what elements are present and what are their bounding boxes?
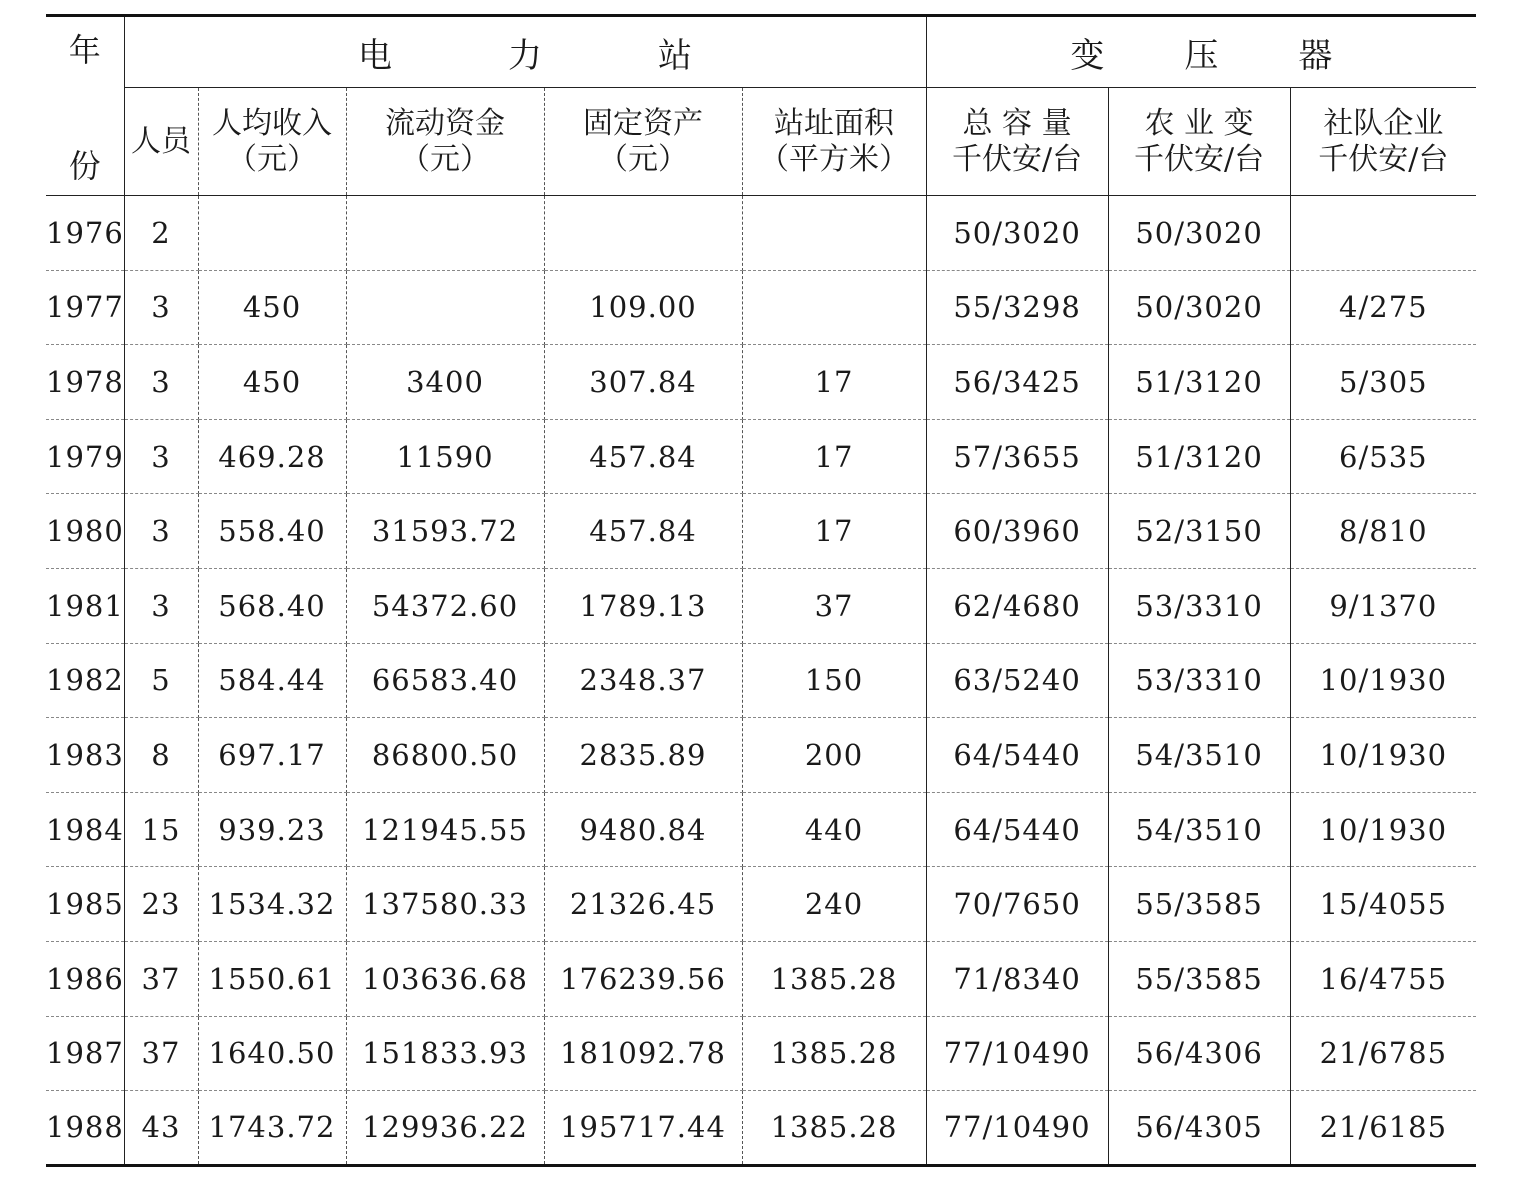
cell-enterprise: 10/1930 bbox=[1290, 718, 1476, 793]
cell-fund: 86800.50 bbox=[346, 718, 544, 793]
cell-income bbox=[198, 196, 346, 271]
cell-persons: 3 bbox=[124, 270, 198, 345]
cell-agri: 56/4306 bbox=[1108, 1016, 1290, 1091]
cell-year: 1985 bbox=[46, 867, 124, 942]
cell-year: 1986 bbox=[46, 941, 124, 1016]
cell-total: 50/3020 bbox=[926, 196, 1108, 271]
cell-enterprise: 4/275 bbox=[1290, 270, 1476, 345]
cell-persons: 8 bbox=[124, 718, 198, 793]
cell-income: 558.40 bbox=[198, 494, 346, 569]
cell-assets: 457.84 bbox=[544, 419, 742, 494]
cell-area bbox=[742, 270, 926, 345]
cell-income: 697.17 bbox=[198, 718, 346, 793]
cell-assets bbox=[544, 196, 742, 271]
cell-assets: 195717.44 bbox=[544, 1091, 742, 1166]
table-row bbox=[46, 941, 1476, 1016]
col-header-total-capacity: 总 容 量 千伏安/台 bbox=[926, 88, 1108, 196]
table-row bbox=[46, 568, 1476, 643]
cell-year: 1982 bbox=[46, 643, 124, 718]
cell-area: 17 bbox=[742, 419, 926, 494]
cell-persons: 5 bbox=[124, 643, 198, 718]
table-row bbox=[46, 196, 1476, 271]
cell-area: 37 bbox=[742, 568, 926, 643]
cell-total: 64/5440 bbox=[926, 792, 1108, 867]
cell-year: 1976 bbox=[46, 196, 124, 271]
col-header-agricultural: 农 业 变 千伏安/台 bbox=[1108, 88, 1290, 196]
cell-persons: 37 bbox=[124, 1016, 198, 1091]
cell-assets: 21326.45 bbox=[544, 867, 742, 942]
cell-fund: 11590 bbox=[346, 419, 544, 494]
cell-agri: 53/3310 bbox=[1108, 643, 1290, 718]
table-row bbox=[46, 1091, 1476, 1166]
cell-assets: 176239.56 bbox=[544, 941, 742, 1016]
cell-year: 1980 bbox=[46, 494, 124, 569]
table-row bbox=[46, 270, 1476, 345]
cell-assets: 181092.78 bbox=[544, 1016, 742, 1091]
cell-income: 1534.32 bbox=[198, 867, 346, 942]
col-header-persons: 人员 bbox=[124, 88, 198, 196]
cell-agri: 50/3020 bbox=[1108, 196, 1290, 271]
cell-year: 1978 bbox=[46, 345, 124, 420]
cell-assets: 1789.13 bbox=[544, 568, 742, 643]
power-station-group-header: 电 力 站 bbox=[124, 16, 926, 88]
cell-area bbox=[742, 196, 926, 271]
cell-agri: 55/3585 bbox=[1108, 867, 1290, 942]
cell-fund: 54372.60 bbox=[346, 568, 544, 643]
table-body bbox=[46, 196, 1476, 1166]
table-row bbox=[46, 345, 1476, 420]
cell-assets: 2835.89 bbox=[544, 718, 742, 793]
cell-area: 17 bbox=[742, 494, 926, 569]
cell-agri: 56/4305 bbox=[1108, 1091, 1290, 1166]
table-row bbox=[46, 494, 1476, 569]
cell-income: 450 bbox=[198, 345, 346, 420]
cell-income: 568.40 bbox=[198, 568, 346, 643]
cell-area: 150 bbox=[742, 643, 926, 718]
cell-total: 57/3655 bbox=[926, 419, 1108, 494]
cell-total: 56/3425 bbox=[926, 345, 1108, 420]
cell-enterprise: 21/6185 bbox=[1319, 1110, 1448, 1145]
cell-persons: 3 bbox=[124, 568, 198, 643]
table-row bbox=[46, 1016, 1476, 1091]
cell-total: 62/4680 bbox=[926, 568, 1108, 643]
table-row bbox=[46, 792, 1476, 867]
cell-year: 1987 bbox=[46, 1016, 124, 1091]
cell-enterprise: 15/4055 bbox=[1290, 867, 1476, 942]
table-row bbox=[46, 643, 1476, 718]
cell-agri: 50/3020 bbox=[1108, 270, 1290, 345]
cell-income: 1743.72 bbox=[198, 1091, 346, 1166]
cell-enterprise: 10/1930 bbox=[1290, 792, 1476, 867]
cell-persons: 37 bbox=[124, 941, 198, 1016]
cell-assets: 307.84 bbox=[544, 345, 742, 420]
col-header-fixed-assets: 固定资产 （元） bbox=[544, 88, 742, 196]
cell-fund: 3400 bbox=[346, 345, 544, 420]
cell-year: 1981 bbox=[46, 568, 124, 643]
cell-enterprise bbox=[1290, 196, 1476, 271]
cell-fund: 129936.22 bbox=[346, 1091, 544, 1166]
cell-agri: 52/3150 bbox=[1108, 494, 1290, 569]
cell-persons: 43 bbox=[124, 1091, 198, 1166]
col-header-site-area: 站址面积 （平方米） bbox=[742, 88, 926, 196]
cell-enterprise: 21/6785 bbox=[1290, 1016, 1476, 1091]
cell-total: 55/3298 bbox=[926, 270, 1108, 345]
cell-agri: 54/3510 bbox=[1108, 718, 1290, 793]
cell-enterprise: 10/1930 bbox=[1290, 643, 1476, 718]
cell-income: 469.28 bbox=[198, 419, 346, 494]
cell-total: 77/10490 bbox=[926, 1091, 1108, 1166]
cell-total: 77/10490 bbox=[926, 1016, 1108, 1091]
cell-fund: 151833.93 bbox=[346, 1016, 544, 1091]
col-header-working-capital: 流动资金 （元） bbox=[346, 88, 544, 196]
cell-enterprise: 6/535 bbox=[1290, 419, 1476, 494]
cell-year: 1983 bbox=[46, 718, 124, 793]
cell-assets: 9480.84 bbox=[544, 792, 742, 867]
cell-year: 1984 bbox=[46, 792, 124, 867]
cell-agri: 53/3310 bbox=[1108, 568, 1290, 643]
cell-area: 1385.28 bbox=[742, 941, 926, 1016]
cell-area: 17 bbox=[742, 345, 926, 420]
cell-fund: 121945.55 bbox=[346, 792, 544, 867]
cell-agri: 51/3120 bbox=[1108, 345, 1290, 420]
cell-persons: 15 bbox=[124, 792, 198, 867]
cell-assets: 109.00 bbox=[544, 270, 742, 345]
cell-income: 1640.50 bbox=[198, 1016, 346, 1091]
cell-agri: 54/3510 bbox=[1108, 792, 1290, 867]
cell-income: 939.23 bbox=[198, 792, 346, 867]
cell-fund: 66583.40 bbox=[346, 643, 544, 718]
cell-persons: 3 bbox=[124, 345, 198, 420]
table-row bbox=[46, 867, 1476, 942]
cell-area: 1385.28 bbox=[742, 1091, 926, 1166]
cell-agri: 51/3120 bbox=[1108, 419, 1290, 494]
cell-fund: 137580.33 bbox=[346, 867, 544, 942]
cell-fund bbox=[346, 270, 544, 345]
statistics-table bbox=[46, 14, 1476, 1167]
cell-area: 440 bbox=[742, 792, 926, 867]
cell-enterprise: 9/1370 bbox=[1290, 568, 1476, 643]
cell-total: 63/5240 bbox=[926, 643, 1108, 718]
cell-enterprise: 5/305 bbox=[1290, 345, 1476, 420]
col-header-income: 人均收入 （元） bbox=[198, 88, 346, 196]
cell-year: 1979 bbox=[46, 419, 124, 494]
cell-area: 200 bbox=[742, 718, 926, 793]
cell-assets: 2348.37 bbox=[544, 643, 742, 718]
cell-area: 1385.28 bbox=[742, 1016, 926, 1091]
cell-income: 584.44 bbox=[198, 643, 346, 718]
cell-year: 1977 bbox=[46, 270, 124, 345]
cell-total: 70/7650 bbox=[926, 867, 1108, 942]
transformer-group-header: 变 压 器 bbox=[1070, 35, 1333, 76]
table-row bbox=[46, 718, 1476, 793]
cell-year: 1988 bbox=[46, 1091, 124, 1166]
cell-persons: 23 bbox=[124, 867, 198, 942]
cell-persons: 3 bbox=[124, 419, 198, 494]
cell-assets: 457.84 bbox=[544, 494, 742, 569]
cell-total: 71/8340 bbox=[926, 941, 1108, 1016]
cell-total: 60/3960 bbox=[926, 494, 1108, 569]
cell-fund bbox=[346, 196, 544, 271]
cell-persons: 2 bbox=[124, 196, 198, 271]
cell-income: 1550.61 bbox=[198, 941, 346, 1016]
cell-persons: 3 bbox=[124, 494, 198, 569]
cell-area: 240 bbox=[742, 867, 926, 942]
cell-fund: 103636.68 bbox=[346, 941, 544, 1016]
col-header-enterprise: 社队企业 千伏安/台 bbox=[1318, 105, 1449, 177]
cell-fund: 31593.72 bbox=[346, 494, 544, 569]
header-column-row bbox=[46, 88, 1476, 196]
year-header: 年 份 bbox=[46, 16, 124, 196]
cell-income: 450 bbox=[198, 270, 346, 345]
header-group-row bbox=[46, 16, 1476, 88]
cell-total: 64/5440 bbox=[926, 718, 1108, 793]
cell-enterprise: 16/4755 bbox=[1290, 941, 1476, 1016]
table-row bbox=[46, 419, 1476, 494]
cell-agri: 55/3585 bbox=[1108, 941, 1290, 1016]
cell-enterprise: 8/810 bbox=[1290, 494, 1476, 569]
